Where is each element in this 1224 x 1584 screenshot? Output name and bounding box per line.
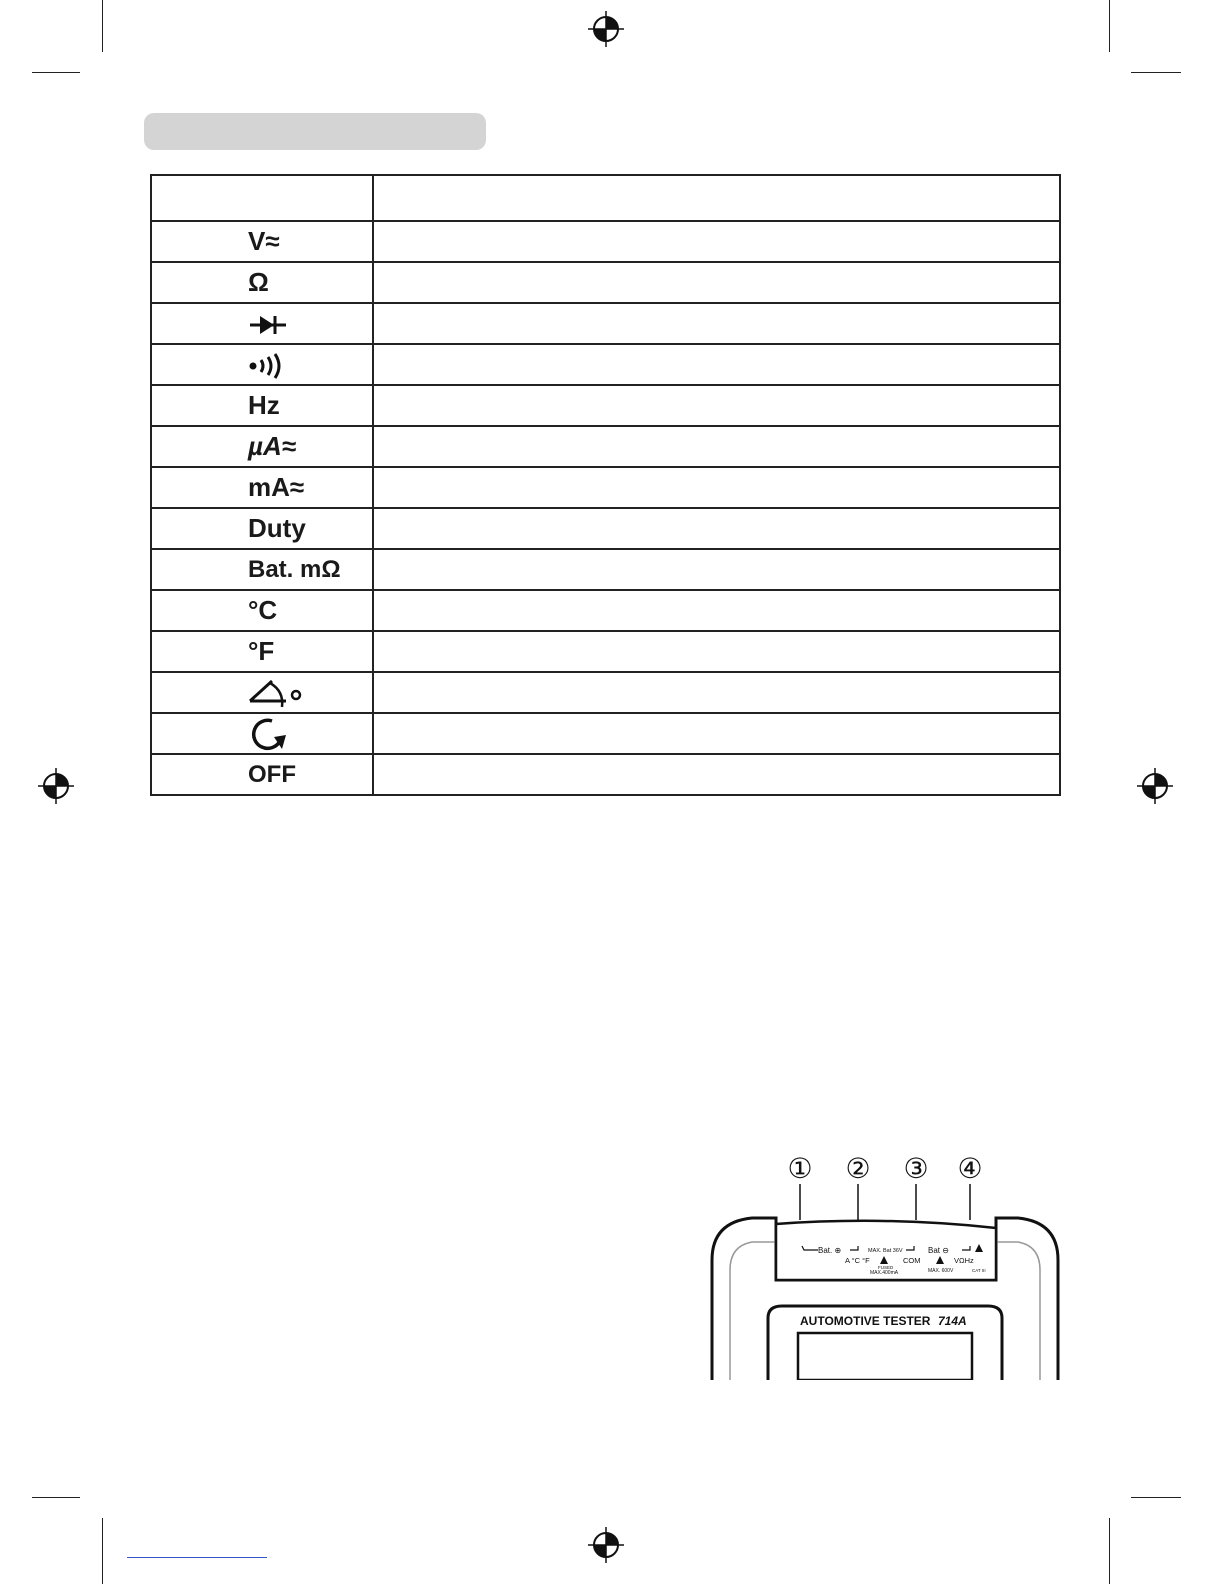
description-cell [373, 549, 1060, 590]
section-header-bar [144, 113, 486, 150]
symbol-label: Hz [248, 390, 280, 420]
symbol-label: Duty [248, 513, 306, 543]
ohm-icon [151, 262, 373, 303]
model-number: 714A [938, 1314, 967, 1328]
callout-4: ④ [957, 1152, 983, 1185]
diode-icon [151, 303, 373, 344]
trim-mark [102, 1518, 103, 1584]
jack-label-bat-minus: Bat ⊖ [928, 1246, 949, 1255]
continuity-beeper-icon [151, 344, 373, 385]
table-row [151, 344, 1060, 385]
jack-label-bat-plus: Bat. ⊕ [818, 1246, 842, 1255]
table-row [151, 262, 1060, 303]
symbol-label: °C [248, 595, 278, 625]
milliamp-icon [151, 467, 373, 508]
jack-label-max-bat: MAX. Bat 36V [868, 1248, 903, 1254]
trim-mark [1131, 1497, 1181, 1498]
table-header-cell [151, 175, 373, 221]
jack-label-max-600v: MAX. 600V [928, 1268, 954, 1274]
footer-link-underline [127, 1557, 267, 1558]
table-row [151, 713, 1060, 754]
duty-cycle-icon [151, 508, 373, 549]
dwell-angle-icon [151, 672, 373, 713]
description-cell [373, 303, 1060, 344]
jack-label-com: COM [903, 1256, 921, 1265]
description-cell [373, 221, 1060, 262]
table-row [151, 385, 1060, 426]
lcd-window [798, 1333, 972, 1380]
description-cell [373, 344, 1060, 385]
callout-2: ② [845, 1152, 871, 1185]
model-label: AUTOMOTIVE TESTER [800, 1314, 931, 1328]
registration-mark-icon [36, 766, 76, 806]
description-cell [373, 385, 1060, 426]
description-cell [373, 754, 1060, 795]
symbol-label: V≈ [248, 226, 280, 256]
trim-mark [1109, 1518, 1110, 1584]
table-row [151, 631, 1060, 672]
ac-dc-voltage-icon [151, 221, 373, 262]
trim-mark [32, 72, 80, 73]
registration-mark-icon [586, 9, 626, 49]
symbol-label: Bat. mΩ [248, 555, 341, 583]
description-cell [373, 426, 1060, 467]
table-row [151, 467, 1060, 508]
symbol-label: OFF [248, 760, 296, 788]
function-table [150, 174, 1061, 796]
jack-label-cat: CAT III [972, 1268, 986, 1273]
table-row [151, 590, 1060, 631]
microamp-icon [151, 426, 373, 467]
frequency-icon [151, 385, 373, 426]
symbol-label: Ω [248, 267, 269, 297]
trim-mark [1109, 0, 1110, 52]
registration-mark-icon [1135, 766, 1175, 806]
table-row [151, 508, 1060, 549]
symbol-label: °F [248, 636, 275, 666]
trim-mark [102, 0, 103, 52]
table-header-row [151, 175, 1060, 221]
symbol-label: mA≈ [248, 472, 305, 502]
table-row [151, 426, 1060, 467]
jack-label-fused: FUSED [878, 1265, 894, 1270]
off-icon [151, 754, 373, 795]
callout-3: ③ [903, 1152, 929, 1185]
table-row [151, 549, 1060, 590]
celsius-icon [151, 590, 373, 631]
fahrenheit-icon [151, 631, 373, 672]
table-header-cell [373, 175, 1060, 221]
symbol-label: µA≈ [248, 431, 297, 461]
registration-mark-icon [586, 1525, 626, 1565]
description-cell [373, 262, 1060, 303]
jack-label-temp: A °C °F [845, 1256, 870, 1265]
callout-1: ① [787, 1152, 813, 1185]
jack-label-max-400ma: MAX.400mA [870, 1270, 899, 1276]
jack-label-v-ohm-hz: VΩHz [954, 1256, 974, 1265]
table-row [151, 303, 1060, 344]
rpm-icon [151, 713, 373, 754]
description-cell [373, 467, 1060, 508]
table-row [151, 672, 1060, 713]
description-cell [373, 631, 1060, 672]
description-cell [373, 713, 1060, 754]
description-cell [373, 672, 1060, 713]
description-cell [373, 508, 1060, 549]
description-cell [373, 590, 1060, 631]
input-jack-diagram [700, 1150, 1070, 1380]
table-row [151, 221, 1060, 262]
table-row [151, 754, 1060, 795]
trim-mark [32, 1497, 80, 1498]
battery-milliohm-icon [151, 549, 373, 590]
trim-mark [1131, 72, 1181, 73]
